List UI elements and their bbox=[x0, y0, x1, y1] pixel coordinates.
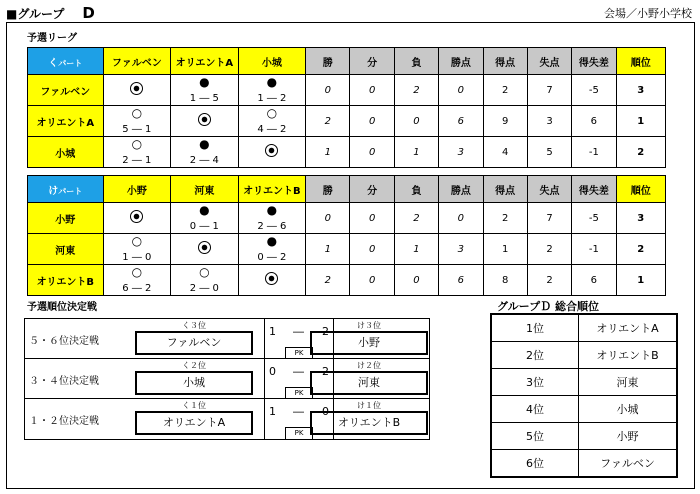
right-team-box: 小野 bbox=[310, 331, 428, 355]
stat-header: 勝点 bbox=[439, 48, 483, 75]
stat-cell: 0 bbox=[350, 106, 394, 137]
pool-row-team: オリエントA bbox=[28, 106, 104, 137]
stat-cell: -5 bbox=[572, 75, 616, 106]
stat-cell: 1 bbox=[306, 234, 350, 265]
match-score: 5 ― 1 bbox=[122, 124, 152, 135]
pool-col-team: 小野 bbox=[103, 176, 171, 203]
stat-cell: 4 bbox=[483, 137, 527, 168]
match-cell bbox=[238, 75, 306, 106]
match-cell bbox=[171, 265, 239, 296]
stat-header: 失点 bbox=[527, 176, 571, 203]
overall-title: グループＤ 総合順位 bbox=[497, 300, 599, 313]
right-team-box: オリエントB bbox=[310, 411, 428, 435]
stat-header: 得失差 bbox=[572, 176, 616, 203]
playoff-label: ５・６位決定戦 bbox=[29, 336, 99, 347]
match-score: 0 ― 2 bbox=[257, 252, 287, 263]
pool-corner-cell bbox=[28, 48, 104, 75]
stat-cell: 1 bbox=[394, 234, 438, 265]
right-score: 0 bbox=[322, 405, 329, 418]
match-score: 1 ― 2 bbox=[257, 93, 287, 104]
stat-cell: 9 bbox=[483, 106, 527, 137]
match-cell bbox=[103, 75, 171, 106]
pool-row-team: オリエントB bbox=[28, 265, 104, 296]
stat-cell: 0 bbox=[350, 137, 394, 168]
pool-col-team: 小城 bbox=[238, 48, 306, 75]
overall-row bbox=[491, 396, 677, 423]
stat-cell: 0 bbox=[394, 265, 438, 296]
match-cell bbox=[238, 137, 306, 168]
pool-ke-table bbox=[27, 175, 666, 296]
result-mark: ● bbox=[199, 203, 210, 217]
stat-header: 勝 bbox=[306, 48, 350, 75]
stat-cell: 2 bbox=[306, 106, 350, 137]
pool-corner-sub: パート bbox=[58, 58, 83, 68]
stat-cell: 1 bbox=[306, 137, 350, 168]
pool-row bbox=[28, 234, 666, 265]
match-cell bbox=[238, 265, 306, 296]
stat-cell: 2 bbox=[527, 265, 571, 296]
right-score: 2 bbox=[322, 325, 329, 338]
result-mark: ● bbox=[266, 203, 278, 217]
pool-header-row bbox=[28, 48, 666, 75]
stat-cell: 3 bbox=[439, 137, 483, 168]
result-mark: ○ bbox=[266, 106, 278, 120]
stat-cell: 2 bbox=[527, 234, 571, 265]
stat-header: 負 bbox=[394, 176, 438, 203]
overall-standings-table bbox=[490, 313, 678, 478]
soccer-ball-icon bbox=[130, 82, 143, 95]
stat-cell: 0 bbox=[306, 203, 350, 234]
overall-row bbox=[491, 342, 677, 369]
match-cell bbox=[103, 265, 171, 296]
pool-corner-cell bbox=[28, 176, 104, 203]
soccer-ball-icon bbox=[265, 144, 278, 157]
group-header bbox=[6, 4, 95, 22]
stat-cell: 2 bbox=[394, 203, 438, 234]
overall-team: 河東 bbox=[579, 369, 678, 396]
pool-row bbox=[28, 106, 666, 137]
match-cell bbox=[171, 234, 239, 265]
pool-row-team: 小城 bbox=[28, 137, 104, 168]
pool-corner-sub: パート bbox=[58, 186, 83, 196]
stat-cell: 8 bbox=[483, 265, 527, 296]
stat-cell: 0 bbox=[306, 75, 350, 106]
stat-cell: 3 bbox=[439, 234, 483, 265]
match-cell bbox=[103, 137, 171, 168]
stat-cell: 7 bbox=[527, 75, 571, 106]
stat-cell: 2 bbox=[306, 265, 350, 296]
overall-rank: 3位 bbox=[491, 369, 579, 396]
pk-label: PK bbox=[285, 427, 313, 439]
overall-row bbox=[491, 369, 677, 396]
stat-header: 勝点 bbox=[439, 176, 483, 203]
stat-cell: 1 bbox=[394, 137, 438, 168]
match-score: 2 ― 6 bbox=[257, 221, 287, 232]
left-team-box: オリエントA bbox=[135, 411, 253, 435]
stat-header: 分 bbox=[350, 48, 394, 75]
stat-cell: 2 bbox=[483, 203, 527, 234]
stat-cell: 2 bbox=[616, 234, 665, 265]
pool-col-team: ファルベン bbox=[103, 48, 171, 75]
pool-col-team: オリエントA bbox=[171, 48, 239, 75]
score-dash: ― bbox=[293, 365, 304, 378]
match-cell bbox=[171, 106, 239, 137]
score-dash: ― bbox=[293, 325, 304, 338]
right-seed-caption: け２位 bbox=[357, 361, 381, 370]
pool-row-team: ファルベン bbox=[28, 75, 104, 106]
stat-cell: 6 bbox=[439, 106, 483, 137]
playoff-title: 予選順位決定戦 bbox=[27, 302, 97, 313]
stat-cell: 3 bbox=[616, 75, 665, 106]
result-mark: ● bbox=[266, 75, 278, 89]
match-cell bbox=[103, 106, 171, 137]
overall-row bbox=[491, 450, 677, 478]
pk-label: PK bbox=[285, 387, 313, 399]
match-cell bbox=[238, 203, 306, 234]
overall-team: ファルベン bbox=[579, 450, 678, 478]
stat-cell: 3 bbox=[616, 203, 665, 234]
match-score: 2 ― 1 bbox=[122, 155, 152, 166]
venue-label: 会場／小野小学校 bbox=[604, 7, 692, 20]
stat-cell: 0 bbox=[439, 75, 483, 106]
stat-cell: 2 bbox=[483, 75, 527, 106]
left-seed-caption: く１位 bbox=[182, 401, 206, 410]
stat-header: 得点 bbox=[483, 176, 527, 203]
stat-header: 得失差 bbox=[572, 48, 616, 75]
soccer-ball-icon bbox=[198, 241, 211, 254]
stat-header: 分 bbox=[350, 176, 394, 203]
overall-row bbox=[491, 314, 677, 342]
match-cell bbox=[238, 234, 306, 265]
overall-rank: 5位 bbox=[491, 423, 579, 450]
overall-team: オリエントA bbox=[579, 314, 678, 342]
stat-cell: 0 bbox=[350, 203, 394, 234]
overall-team: オリエントB bbox=[579, 342, 678, 369]
stat-header: 順位 bbox=[616, 176, 665, 203]
playoff-label: ３・４位決定戦 bbox=[29, 376, 99, 387]
pool-row-team: 河東 bbox=[28, 234, 104, 265]
pool-row bbox=[28, 75, 666, 106]
soccer-ball-icon bbox=[130, 210, 143, 223]
pool-col-team: 河東 bbox=[171, 176, 239, 203]
left-team-box: 小城 bbox=[135, 371, 253, 395]
overall-rank: 4位 bbox=[491, 396, 579, 423]
playoff-row bbox=[25, 319, 429, 359]
stat-cell: 0 bbox=[350, 75, 394, 106]
pool-header-row bbox=[28, 176, 666, 203]
pool-k-table bbox=[27, 47, 666, 168]
stat-header: 負 bbox=[394, 48, 438, 75]
stat-cell: 6 bbox=[572, 265, 616, 296]
playoff-label: １・２位決定戦 bbox=[29, 416, 99, 427]
right-team-box: 河東 bbox=[310, 371, 428, 395]
left-seed-caption: く３位 bbox=[182, 321, 206, 330]
pool-row-team: 小野 bbox=[28, 203, 104, 234]
pool-row bbox=[28, 203, 666, 234]
stat-cell: 7 bbox=[527, 203, 571, 234]
pool-corner-label: く bbox=[48, 57, 59, 69]
left-score: 1 bbox=[269, 405, 276, 418]
stat-cell: 1 bbox=[483, 234, 527, 265]
left-score: 0 bbox=[269, 365, 276, 378]
stat-header: 失点 bbox=[527, 48, 571, 75]
overall-row bbox=[491, 423, 677, 450]
stat-cell: -1 bbox=[572, 234, 616, 265]
stat-cell: -5 bbox=[572, 203, 616, 234]
overall-rank: 6位 bbox=[491, 450, 579, 478]
overall-rank: 1位 bbox=[491, 314, 579, 342]
pool-col-team: オリエントB bbox=[238, 176, 306, 203]
stat-cell: 0 bbox=[350, 265, 394, 296]
stat-cell: -1 bbox=[572, 137, 616, 168]
stat-cell: 2 bbox=[616, 137, 665, 168]
right-score: 2 bbox=[322, 365, 329, 378]
stat-cell: 0 bbox=[350, 234, 394, 265]
match-score: 0 ― 1 bbox=[189, 221, 219, 232]
stat-cell: 0 bbox=[439, 203, 483, 234]
soccer-ball-icon bbox=[265, 272, 278, 285]
stat-cell: 6 bbox=[572, 106, 616, 137]
result-mark: ● bbox=[199, 75, 210, 89]
stat-cell: 1 bbox=[616, 106, 665, 137]
playoff-row bbox=[25, 359, 429, 399]
soccer-ball-icon bbox=[198, 113, 211, 126]
stat-cell: 5 bbox=[527, 137, 571, 168]
league-title: 予選リーグ bbox=[27, 33, 77, 44]
overall-team: 小野 bbox=[579, 423, 678, 450]
pool-row bbox=[28, 265, 666, 296]
left-seed-caption: く２位 bbox=[182, 361, 206, 370]
score-dash: ― bbox=[293, 405, 304, 418]
result-mark: ○ bbox=[131, 137, 143, 151]
result-mark: ○ bbox=[131, 265, 143, 279]
result-mark: ● bbox=[199, 137, 210, 151]
stat-cell: 2 bbox=[394, 75, 438, 106]
match-cell bbox=[103, 203, 171, 234]
left-score: 1 bbox=[269, 325, 276, 338]
stat-header: 順位 bbox=[616, 48, 665, 75]
result-mark: ● bbox=[266, 234, 278, 248]
match-score: 1 ― 5 bbox=[189, 93, 219, 104]
pool-row bbox=[28, 137, 666, 168]
match-cell bbox=[171, 203, 239, 234]
result-mark: ○ bbox=[131, 234, 143, 248]
right-seed-caption: け１位 bbox=[357, 401, 381, 410]
match-cell bbox=[238, 106, 306, 137]
result-mark: ○ bbox=[199, 265, 210, 279]
stat-cell: 3 bbox=[527, 106, 571, 137]
stat-cell: 0 bbox=[394, 106, 438, 137]
playoff-row bbox=[25, 399, 429, 439]
pk-label: PK bbox=[285, 347, 313, 359]
match-cell bbox=[171, 137, 239, 168]
playoff-table bbox=[24, 318, 430, 440]
stat-cell: 1 bbox=[616, 265, 665, 296]
overall-rank: 2位 bbox=[491, 342, 579, 369]
match-score: 4 ― 2 bbox=[257, 124, 287, 135]
overall-team: 小城 bbox=[579, 396, 678, 423]
left-team-box: ファルベン bbox=[135, 331, 253, 355]
match-score: 1 ― 0 bbox=[122, 252, 152, 263]
result-mark: ○ bbox=[131, 106, 143, 120]
match-cell bbox=[103, 234, 171, 265]
match-cell bbox=[171, 75, 239, 106]
pool-corner-label: け bbox=[48, 185, 59, 197]
right-seed-caption: け３位 bbox=[357, 321, 381, 330]
stat-cell: 6 bbox=[439, 265, 483, 296]
match-score: 2 ― 0 bbox=[189, 283, 219, 294]
group-prefix: ■グループ bbox=[6, 7, 65, 21]
stat-header: 得点 bbox=[483, 48, 527, 75]
match-score: 2 ― 4 bbox=[189, 155, 219, 166]
stat-header: 勝 bbox=[306, 176, 350, 203]
match-score: 6 ― 2 bbox=[122, 283, 152, 294]
group-letter: D bbox=[82, 4, 95, 22]
